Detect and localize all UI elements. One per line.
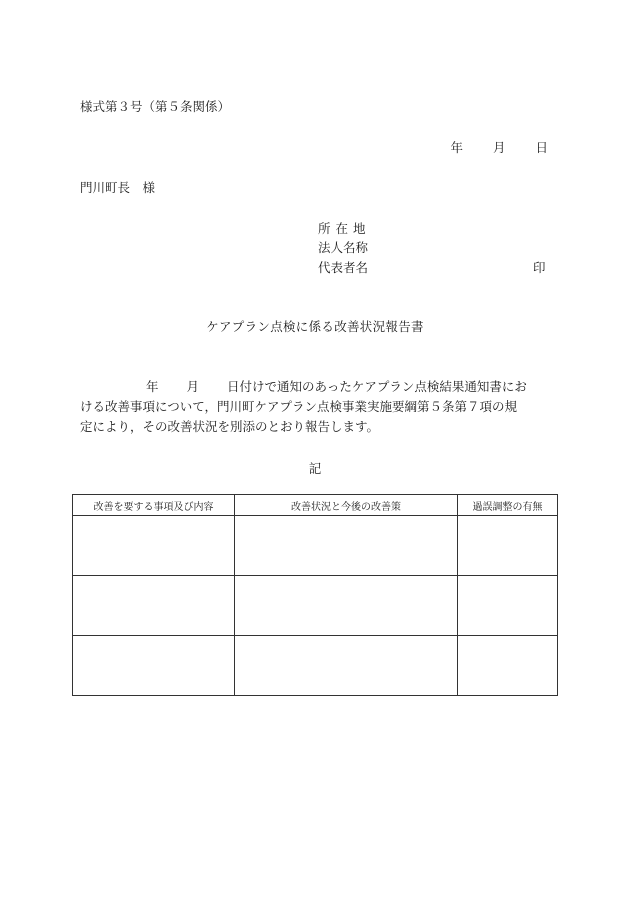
table-cell[interactable] (235, 516, 458, 576)
table-cell[interactable] (73, 636, 235, 696)
table-header-row (73, 495, 558, 516)
table-row (73, 516, 558, 576)
date-month: 月 (492, 140, 506, 155)
corporation-name-label: 法人名称 (318, 240, 369, 255)
table-cell[interactable] (73, 576, 235, 636)
addressee: 門川町長 様 (80, 180, 156, 195)
col-header-improvement: 改善状況と今後の改善策 (235, 495, 458, 516)
table-cell[interactable] (73, 516, 235, 576)
table-cell[interactable] (235, 636, 458, 696)
table-cell[interactable] (458, 636, 558, 696)
table-cell[interactable] (235, 576, 458, 636)
body-paragraph (80, 377, 558, 437)
document-title: ケアプラン点検に係る改善状況報告書 (206, 319, 424, 334)
seal-mark: 印 (533, 260, 546, 275)
table-row (73, 636, 558, 696)
date-year: 年 (450, 140, 463, 155)
address-label: 所在地 (318, 221, 371, 236)
form-number: 様式第３号（第５条関係） (80, 99, 231, 114)
col-header-issues: 改善を要する事項及び内容 (73, 495, 235, 516)
body-line-1 (80, 377, 558, 397)
table-cell[interactable] (458, 576, 558, 636)
body-month: 月 (186, 379, 200, 394)
body-line-3: 定により，その改善状況を別添のとおり報告します。 (80, 419, 380, 434)
ki-label: 記 (308, 461, 322, 476)
table-row (73, 576, 558, 636)
representative-label: 代表者名 (318, 260, 369, 275)
body-line-1-text: 日付けで通知のあったケアプラン点検結果通知書にお (227, 379, 527, 394)
improvement-table (72, 494, 558, 696)
body-year: 年 (146, 379, 159, 394)
col-header-adjustment: 過誤調整の有無 (458, 495, 558, 516)
body-line-2: ける改善事項について，門川町ケアプラン点検事業実施要綱第５条第７項の規 (80, 399, 518, 414)
date-line (450, 138, 548, 156)
table-cell[interactable] (458, 516, 558, 576)
date-day: 日 (535, 140, 548, 155)
